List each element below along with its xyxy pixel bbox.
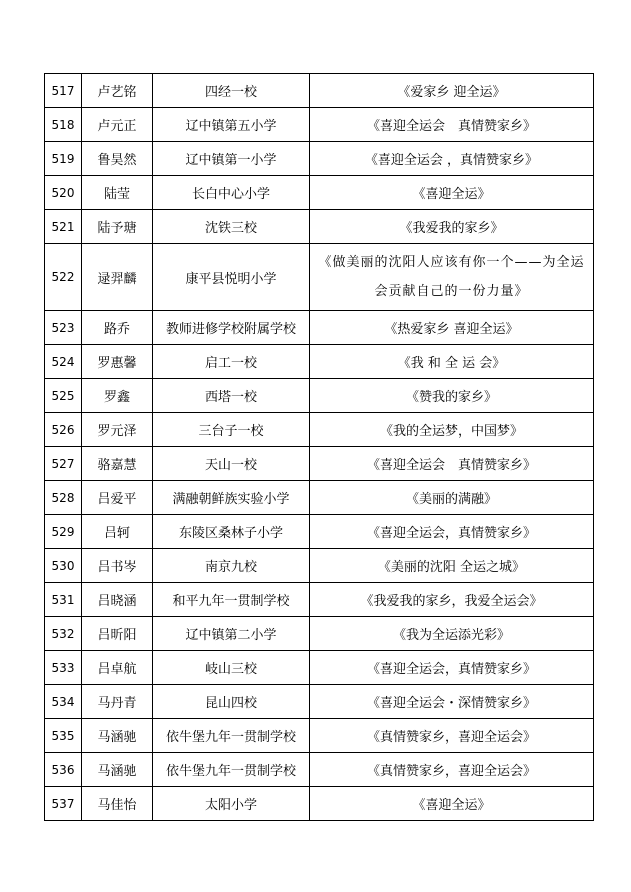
entry-title-cell: 《我为全运添光彩》 <box>310 617 594 651</box>
entry-title-cell: 《热爱家乡 喜迎全运》 <box>310 311 594 345</box>
school-cell: 昆山四校 <box>153 685 310 719</box>
table-row <box>45 311 594 345</box>
school-cell: 教师进修学校附属学校 <box>153 311 310 345</box>
row-number-cell: 522 <box>45 244 82 311</box>
table-row <box>45 74 594 108</box>
table-row <box>45 176 594 210</box>
table-row <box>45 753 594 787</box>
student-name-cell: 卢元正 <box>82 108 153 142</box>
school-cell: 辽中镇第五小学 <box>153 108 310 142</box>
row-number-cell: 536 <box>45 753 82 787</box>
entry-title-cell: 《爱家乡 迎全运》 <box>310 74 594 108</box>
entry-title-cell: 《喜迎全运》 <box>310 787 594 821</box>
school-cell: 依牛堡九年一贯制学校 <box>153 753 310 787</box>
row-number-cell: 521 <box>45 210 82 244</box>
table-row <box>45 142 594 176</box>
school-cell: 东陵区桑林子小学 <box>153 515 310 549</box>
school-cell: 南京九校 <box>153 549 310 583</box>
row-number-cell: 528 <box>45 481 82 515</box>
student-name-cell: 吕爱平 <box>82 481 153 515</box>
school-cell: 太阳小学 <box>153 787 310 821</box>
entry-title-cell: 《做美丽的沈阳人应该有你一个——为全运会贡献自己的一份力量》 <box>310 244 594 311</box>
table-row <box>45 379 594 413</box>
school-cell: 长白中心小学 <box>153 176 310 210</box>
student-name-cell: 吕昕阳 <box>82 617 153 651</box>
entry-title-cell: 《喜迎全运》 <box>310 176 594 210</box>
entry-title-cell: 《赞我的家乡》 <box>310 379 594 413</box>
row-number-cell: 524 <box>45 345 82 379</box>
entry-title-cell: 《喜迎全运会，真情赞家乡》 <box>310 651 594 685</box>
school-cell: 沈铁三校 <box>153 210 310 244</box>
student-name-cell: 罗元泽 <box>82 413 153 447</box>
row-number-cell: 531 <box>45 583 82 617</box>
student-name-cell: 马涵驰 <box>82 719 153 753</box>
table-row <box>45 108 594 142</box>
student-name-cell: 陆予瑭 <box>82 210 153 244</box>
student-name-cell: 马丹青 <box>82 685 153 719</box>
school-cell: 辽中镇第一小学 <box>153 142 310 176</box>
entry-title-cell: 《喜迎全运会 真情赞家乡》 <box>310 108 594 142</box>
row-number-cell: 529 <box>45 515 82 549</box>
student-name-cell: 逯羿麟 <box>82 244 153 311</box>
table-row <box>45 210 594 244</box>
row-number-cell: 535 <box>45 719 82 753</box>
row-number-cell: 517 <box>45 74 82 108</box>
row-number-cell: 519 <box>45 142 82 176</box>
table-row <box>45 481 594 515</box>
entries-table <box>44 73 594 821</box>
student-name-cell: 吕卓航 <box>82 651 153 685</box>
entry-title-cell: 《喜迎全运会・深情赞家乡》 <box>310 685 594 719</box>
row-number-cell: 525 <box>45 379 82 413</box>
row-number-cell: 530 <box>45 549 82 583</box>
school-cell: 西塔一校 <box>153 379 310 413</box>
school-cell: 岐山三校 <box>153 651 310 685</box>
school-cell: 天山一校 <box>153 447 310 481</box>
table-row <box>45 583 594 617</box>
student-name-cell: 罗惠馨 <box>82 345 153 379</box>
row-number-cell: 537 <box>45 787 82 821</box>
school-cell: 辽中镇第二小学 <box>153 617 310 651</box>
entry-title-cell: 《真情赞家乡，喜迎全运会》 <box>310 719 594 753</box>
student-name-cell: 骆嘉慧 <box>82 447 153 481</box>
table-row <box>45 447 594 481</box>
school-cell: 启工一校 <box>153 345 310 379</box>
school-cell: 依牛堡九年一贯制学校 <box>153 719 310 753</box>
row-number-cell: 534 <box>45 685 82 719</box>
entry-title-cell: 《美丽的满融》 <box>310 481 594 515</box>
row-number-cell: 533 <box>45 651 82 685</box>
table-row <box>45 719 594 753</box>
school-cell: 满融朝鲜族实验小学 <box>153 481 310 515</box>
row-number-cell: 523 <box>45 311 82 345</box>
student-name-cell: 吕轲 <box>82 515 153 549</box>
table-row <box>45 617 594 651</box>
entry-title-cell: 《我 和 全 运 会》 <box>310 345 594 379</box>
student-name-cell: 陆莹 <box>82 176 153 210</box>
entry-title-cell: 《喜迎全运会 ，真情赞家乡》 <box>310 142 594 176</box>
student-name-cell: 吕晓涵 <box>82 583 153 617</box>
entry-title-cell: 《我的全运梦，中国梦》 <box>310 413 594 447</box>
table-row <box>45 244 594 311</box>
student-name-cell: 罗鑫 <box>82 379 153 413</box>
entries-table-body <box>45 74 594 821</box>
row-number-cell: 526 <box>45 413 82 447</box>
student-name-cell: 马涵驰 <box>82 753 153 787</box>
table-row <box>45 345 594 379</box>
entry-title-cell: 《我爱我的家乡》 <box>310 210 594 244</box>
school-cell: 和平九年一贯制学校 <box>153 583 310 617</box>
table-row <box>45 651 594 685</box>
student-name-cell: 卢艺铭 <box>82 74 153 108</box>
school-cell: 康平县悦明小学 <box>153 244 310 311</box>
school-cell: 四经一校 <box>153 74 310 108</box>
table-row <box>45 787 594 821</box>
school-cell: 三台子一校 <box>153 413 310 447</box>
table-row <box>45 685 594 719</box>
row-number-cell: 532 <box>45 617 82 651</box>
student-name-cell: 马佳怡 <box>82 787 153 821</box>
table-row <box>45 549 594 583</box>
entry-title-cell: 《我爱我的家乡，我爱全运会》 <box>310 583 594 617</box>
student-name-cell: 路乔 <box>82 311 153 345</box>
row-number-cell: 527 <box>45 447 82 481</box>
student-name-cell: 吕书岑 <box>82 549 153 583</box>
entry-title-cell: 《真情赞家乡，喜迎全运会》 <box>310 753 594 787</box>
table-row <box>45 515 594 549</box>
entry-title-cell: 《美丽的沈阳 全运之城》 <box>310 549 594 583</box>
student-name-cell: 鲁昊然 <box>82 142 153 176</box>
entry-title-cell: 《喜迎全运会 真情赞家乡》 <box>310 447 594 481</box>
row-number-cell: 520 <box>45 176 82 210</box>
entry-title-cell: 《喜迎全运会，真情赞家乡》 <box>310 515 594 549</box>
row-number-cell: 518 <box>45 108 82 142</box>
table-row <box>45 413 594 447</box>
